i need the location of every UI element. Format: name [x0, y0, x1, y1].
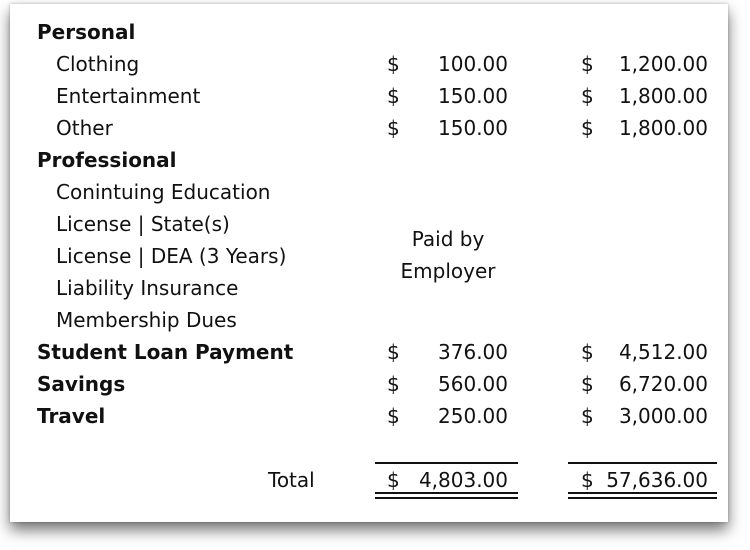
annual-amount-other: 1,800.00	[618, 116, 708, 140]
total-label: Total	[268, 468, 315, 492]
currency-symbol: $	[387, 404, 400, 428]
row-label-license-state: License | State(s)	[56, 212, 230, 236]
total-rule-top-monthly	[375, 462, 518, 464]
total-double-rule-annual	[568, 492, 717, 499]
note-line-2: Employer	[400, 259, 496, 283]
currency-symbol: $	[581, 116, 594, 140]
annual-amount-entertainment: 1,800.00	[618, 84, 708, 108]
monthly-amount-travel: 250.00	[438, 404, 508, 428]
currency-symbol: $	[581, 404, 594, 428]
currency-symbol: $	[581, 84, 594, 108]
row-label-license-dea: License | DEA (3 Years)	[56, 244, 287, 268]
section-heading-savings: Savings	[37, 372, 126, 396]
annual-amount-travel: 3,000.00	[618, 404, 708, 428]
currency-symbol: $	[581, 340, 594, 364]
monthly-amount-student-loan: 376.00	[438, 340, 508, 364]
section-heading-personal: Personal	[37, 20, 136, 44]
annual-amount-student-loan: 4,512.00	[618, 340, 708, 364]
row-label-clothing: Clothing	[56, 52, 140, 76]
currency-symbol: $	[387, 84, 400, 108]
total-rule-top-annual	[568, 462, 717, 464]
currency-symbol: $	[581, 52, 594, 76]
total-annual-amount: 57,636.00	[606, 468, 708, 492]
section-heading-professional: Professional	[37, 148, 177, 172]
row-label-liability-insurance: Liability Insurance	[56, 276, 239, 300]
row-label-membership-dues: Membership Dues	[56, 308, 237, 332]
section-heading-travel: Travel	[37, 404, 106, 428]
currency-symbol: $	[387, 52, 400, 76]
row-label-entertainment: Entertainment	[56, 84, 201, 108]
currency-symbol: $	[581, 468, 594, 492]
section-heading-student-loan: Student Loan Payment	[37, 340, 294, 364]
currency-symbol: $	[581, 372, 594, 396]
total-double-rule-monthly	[375, 492, 518, 499]
currency-symbol: $	[387, 116, 400, 140]
paid-by-employer-note	[380, 223, 516, 287]
monthly-amount-entertainment: 150.00	[438, 84, 508, 108]
currency-symbol: $	[387, 372, 400, 396]
annual-amount-clothing: 1,200.00	[618, 52, 708, 76]
row-label-other: Other	[56, 116, 113, 140]
currency-symbol: $	[387, 340, 400, 364]
total-monthly-amount: 4,803.00	[418, 468, 508, 492]
monthly-amount-savings: 560.00	[438, 372, 508, 396]
monthly-amount-other: 150.00	[438, 116, 508, 140]
currency-symbol: $	[387, 468, 400, 492]
annual-amount-savings: 6,720.00	[618, 372, 708, 396]
row-label-continuing-education: Conintuing Education	[56, 180, 271, 204]
monthly-amount-clothing: 100.00	[438, 52, 508, 76]
note-line-1: Paid by	[411, 227, 485, 251]
